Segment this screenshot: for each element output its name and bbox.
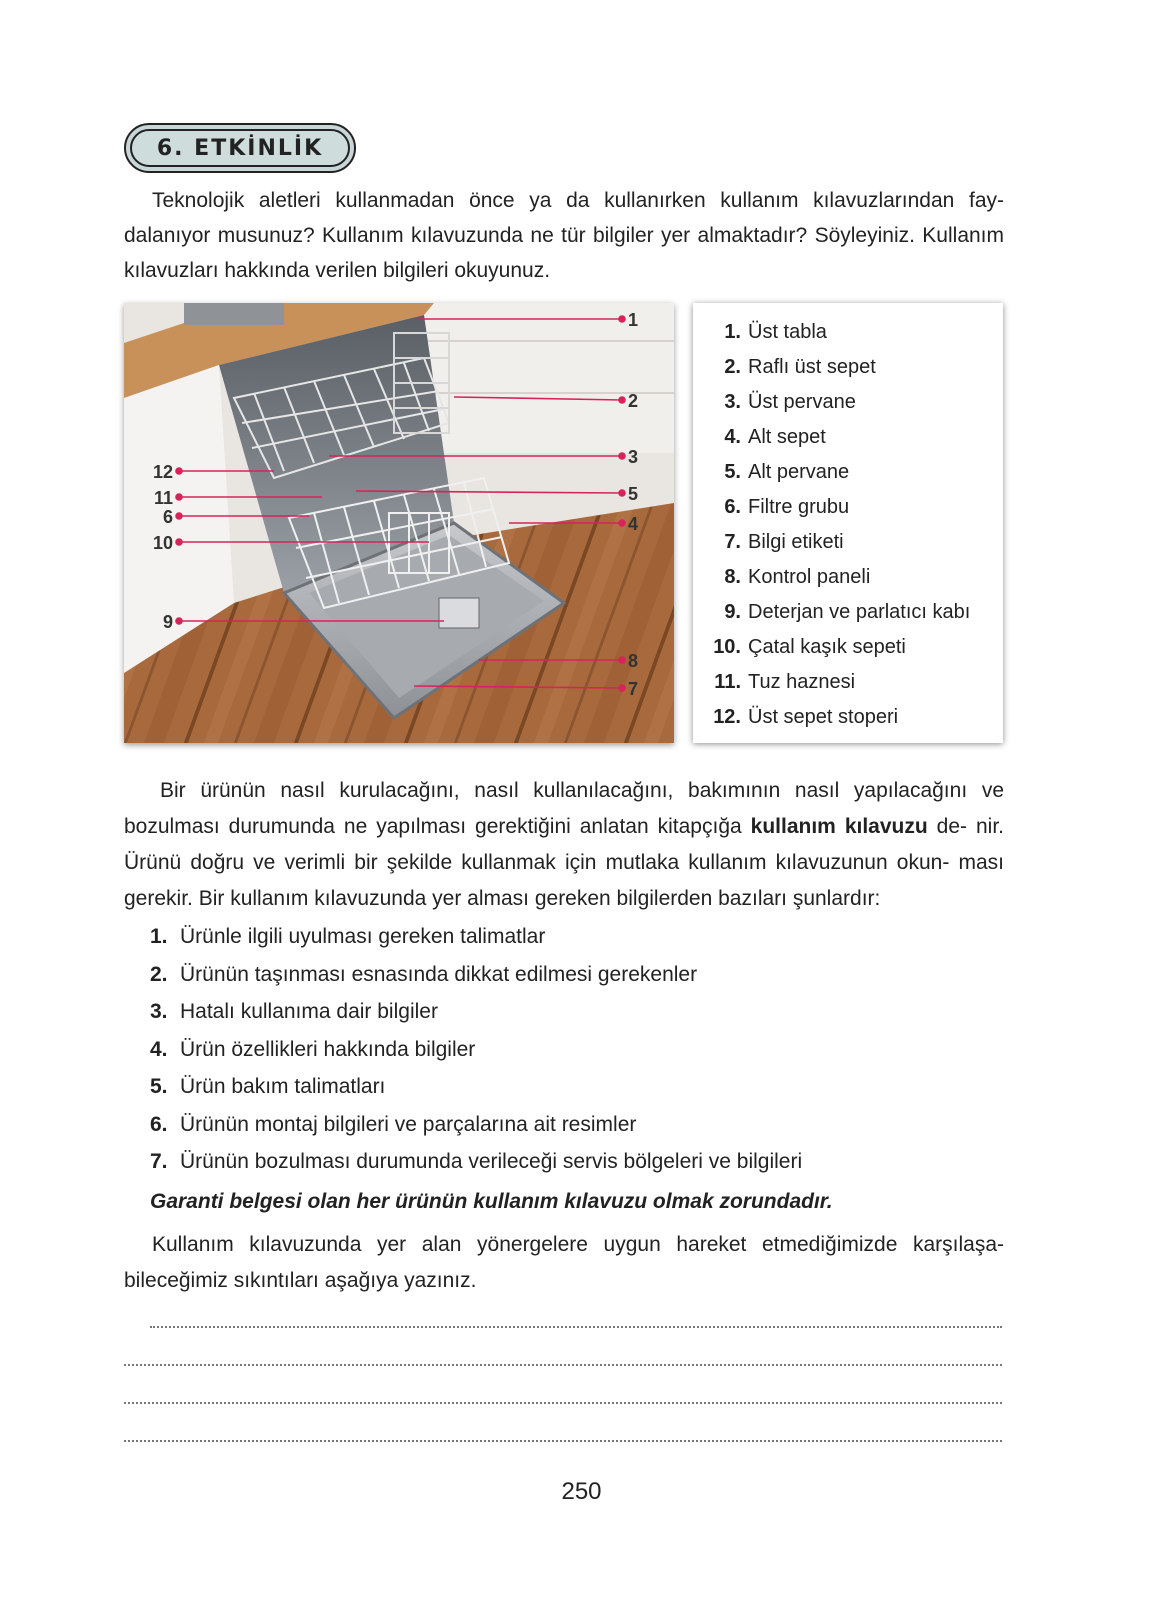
legend-item: 2. Raflı üst sepet (724, 356, 876, 378)
callout-10: 10 (152, 533, 173, 553)
warranty-note: Garanti belgesi olan her ürünün kullanım kılavuzu olmak zorundadır. (150, 1190, 833, 1213)
definition-line-2-start: bozulması durumunda ne yapılması gerektiğini anlatan kitapçığa (124, 815, 751, 838)
callout-11: 11 (153, 488, 173, 508)
answer-line-3[interactable] (124, 1402, 1002, 1404)
answer-line-4[interactable] (124, 1440, 1002, 1442)
list-item: 7. Ürünün bozulması durumunda verileceği servis bölgeleri ve bilgileri (150, 1150, 803, 1173)
callout-12: 12 (152, 462, 173, 482)
definition-line-3: nir. Ürünü doğru ve verimli bir şekilde kullanmak için mutlaka kullanım kılavuzunun okun- (124, 815, 1005, 874)
list-item: 2. Ürünün taşınması esnasında dikkat edilmesi gerekenler (150, 962, 698, 986)
callout-5: 5 (628, 484, 639, 504)
answer-line-1[interactable] (150, 1326, 1002, 1328)
list-item: 6. Ürünün montaj bilgileri ve parçalarına ait resimler (150, 1112, 637, 1136)
legend-item: 7. Bilgi etiketi (724, 531, 844, 553)
intro-line-1: Teknolojik aletleri kullanmadan önce ya da kullanırken kullanım kılavuzlarından fay- (152, 189, 1004, 212)
legend-item: 10. Çatal kaşık sepeti (713, 636, 906, 658)
definition-line-1: Bir ürünün nasıl kurulacağını, nasıl kullanılacağını, bakımının nasıl yapılacağını ve (160, 779, 1004, 802)
list-item: 1. Ürünle ilgili uyulması gereken talimatlar (150, 925, 546, 948)
task-line-1: Kullanım kılavuzunda yer alan yönergelere uygun hareket etmediğimizde karşılaşa- (152, 1233, 1004, 1256)
definition-paragraph (124, 773, 1004, 917)
callout-1: 1 (628, 310, 639, 330)
intro-line-2: dalanıyor musunuz? Kullanım kılavuzunda ne tür bilgiler yer almaktadır? Söyleyiniz. (124, 224, 915, 247)
legend-item: 3. Üst pervane (724, 391, 856, 413)
legend-item: 1. Üst tabla (724, 321, 827, 343)
legend-item: 6. Filtre grubu (724, 496, 850, 518)
task-line-2: bileceğimiz sıkıntıları aşağıya yazınız. (124, 1269, 477, 1292)
definition-line-2-end: de- (927, 815, 968, 838)
legend-item: 8. Kontrol paneli (724, 566, 871, 588)
dishwasher-figure (124, 303, 674, 743)
activity-title: 6. ETKİNLİK (130, 129, 350, 167)
legend-item: 9. Deterjan ve parlatıcı kabı (724, 601, 971, 623)
intro-line-3: Kullanım kılavuzları hakkında verilen bilgileri okuyunuz. (124, 224, 1004, 282)
answer-line-2[interactable] (124, 1364, 1002, 1366)
manual-contents-list (150, 918, 802, 1181)
callout-8: 8 (628, 651, 639, 671)
page-number: 250 (561, 1478, 602, 1505)
callout-4: 4 (628, 514, 639, 534)
intro-paragraph (124, 183, 1004, 288)
callout-6: 6 (162, 507, 173, 527)
parts-legend (693, 303, 1003, 743)
legend-item: 12. Üst sepet stoperi (713, 706, 899, 728)
callout-9: 9 (162, 612, 173, 632)
term-kullanim-kilavuzu: kullanım kılavuzu (750, 815, 928, 838)
legend-item: 11. Tuz haznesi (714, 671, 856, 693)
callout-3: 3 (628, 447, 639, 467)
list-item: 3. Hatalı kullanıma dair bilgiler (150, 1000, 438, 1023)
activity-badge (124, 123, 356, 173)
legend-item: 4. Alt sepet (724, 426, 826, 448)
legend-item: 5. Alt pervane (724, 461, 850, 483)
dishwasher-illustration (124, 303, 674, 743)
task-paragraph (124, 1227, 1004, 1299)
callout-7: 7 (628, 679, 639, 699)
definition-line-4: ması gerekir. Bir kullanım kılavuzunda yer alması gereken bilgilerden bazıları şunlardır: (124, 851, 1004, 910)
callout-2: 2 (628, 391, 639, 411)
list-item: 5. Ürün bakım talimatları (150, 1075, 386, 1098)
list-item: 4. Ürün özellikleri hakkında bilgiler (150, 1037, 476, 1061)
